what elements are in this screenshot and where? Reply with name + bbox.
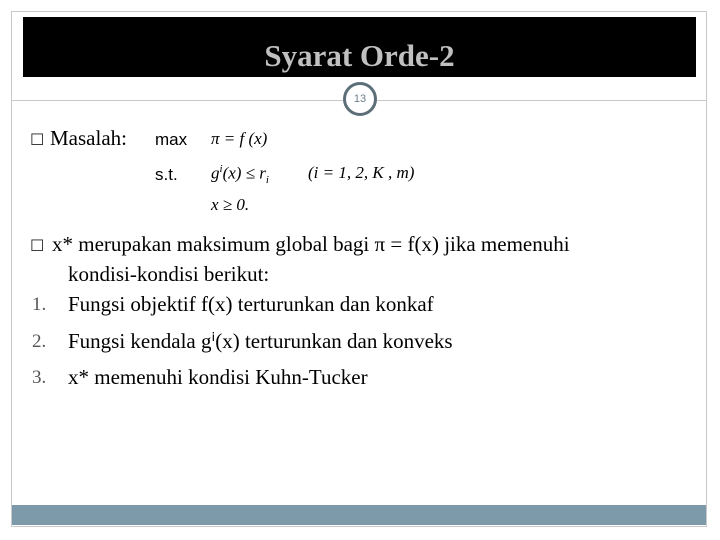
checkbox-bullet-icon: ☐ [30, 236, 45, 255]
objective-function: π = f (x) [211, 129, 268, 148]
checkbox-bullet-icon: ☐ [30, 130, 45, 149]
st-keyword: s.t. [155, 165, 178, 184]
statement-line-1: x* merupakan maksimum global bagi π = f(x) jika memenuhi [52, 232, 570, 256]
max-keyword: max [155, 130, 188, 149]
problem-label: Masalah: [50, 126, 127, 150]
page-number: 13 [343, 82, 377, 116]
footer-bar [12, 505, 706, 525]
nonnegativity-constraint: x ≥ 0. [211, 195, 250, 214]
condition-number: 2. [32, 331, 47, 352]
slide-title: Syarat Orde-2 [23, 17, 696, 77]
condition-number: 1. [32, 294, 47, 315]
condition-text: Fungsi kendala gⁱ(x) terturunkan dan konveks [68, 329, 453, 353]
statement-line-2: kondisi-kondisi berikut: [68, 262, 270, 286]
constraint-expression: $g^i(x) \le r_i$ [211, 163, 269, 187]
condition-text: x* memenuhi kondisi Kuhn-Tucker [68, 365, 368, 389]
condition-text: Fungsi objektif f(x) terturunkan dan konkaf [68, 292, 434, 316]
condition-number: 3. [32, 367, 47, 388]
index-range: (i = 1, 2, K , m) [308, 163, 415, 182]
